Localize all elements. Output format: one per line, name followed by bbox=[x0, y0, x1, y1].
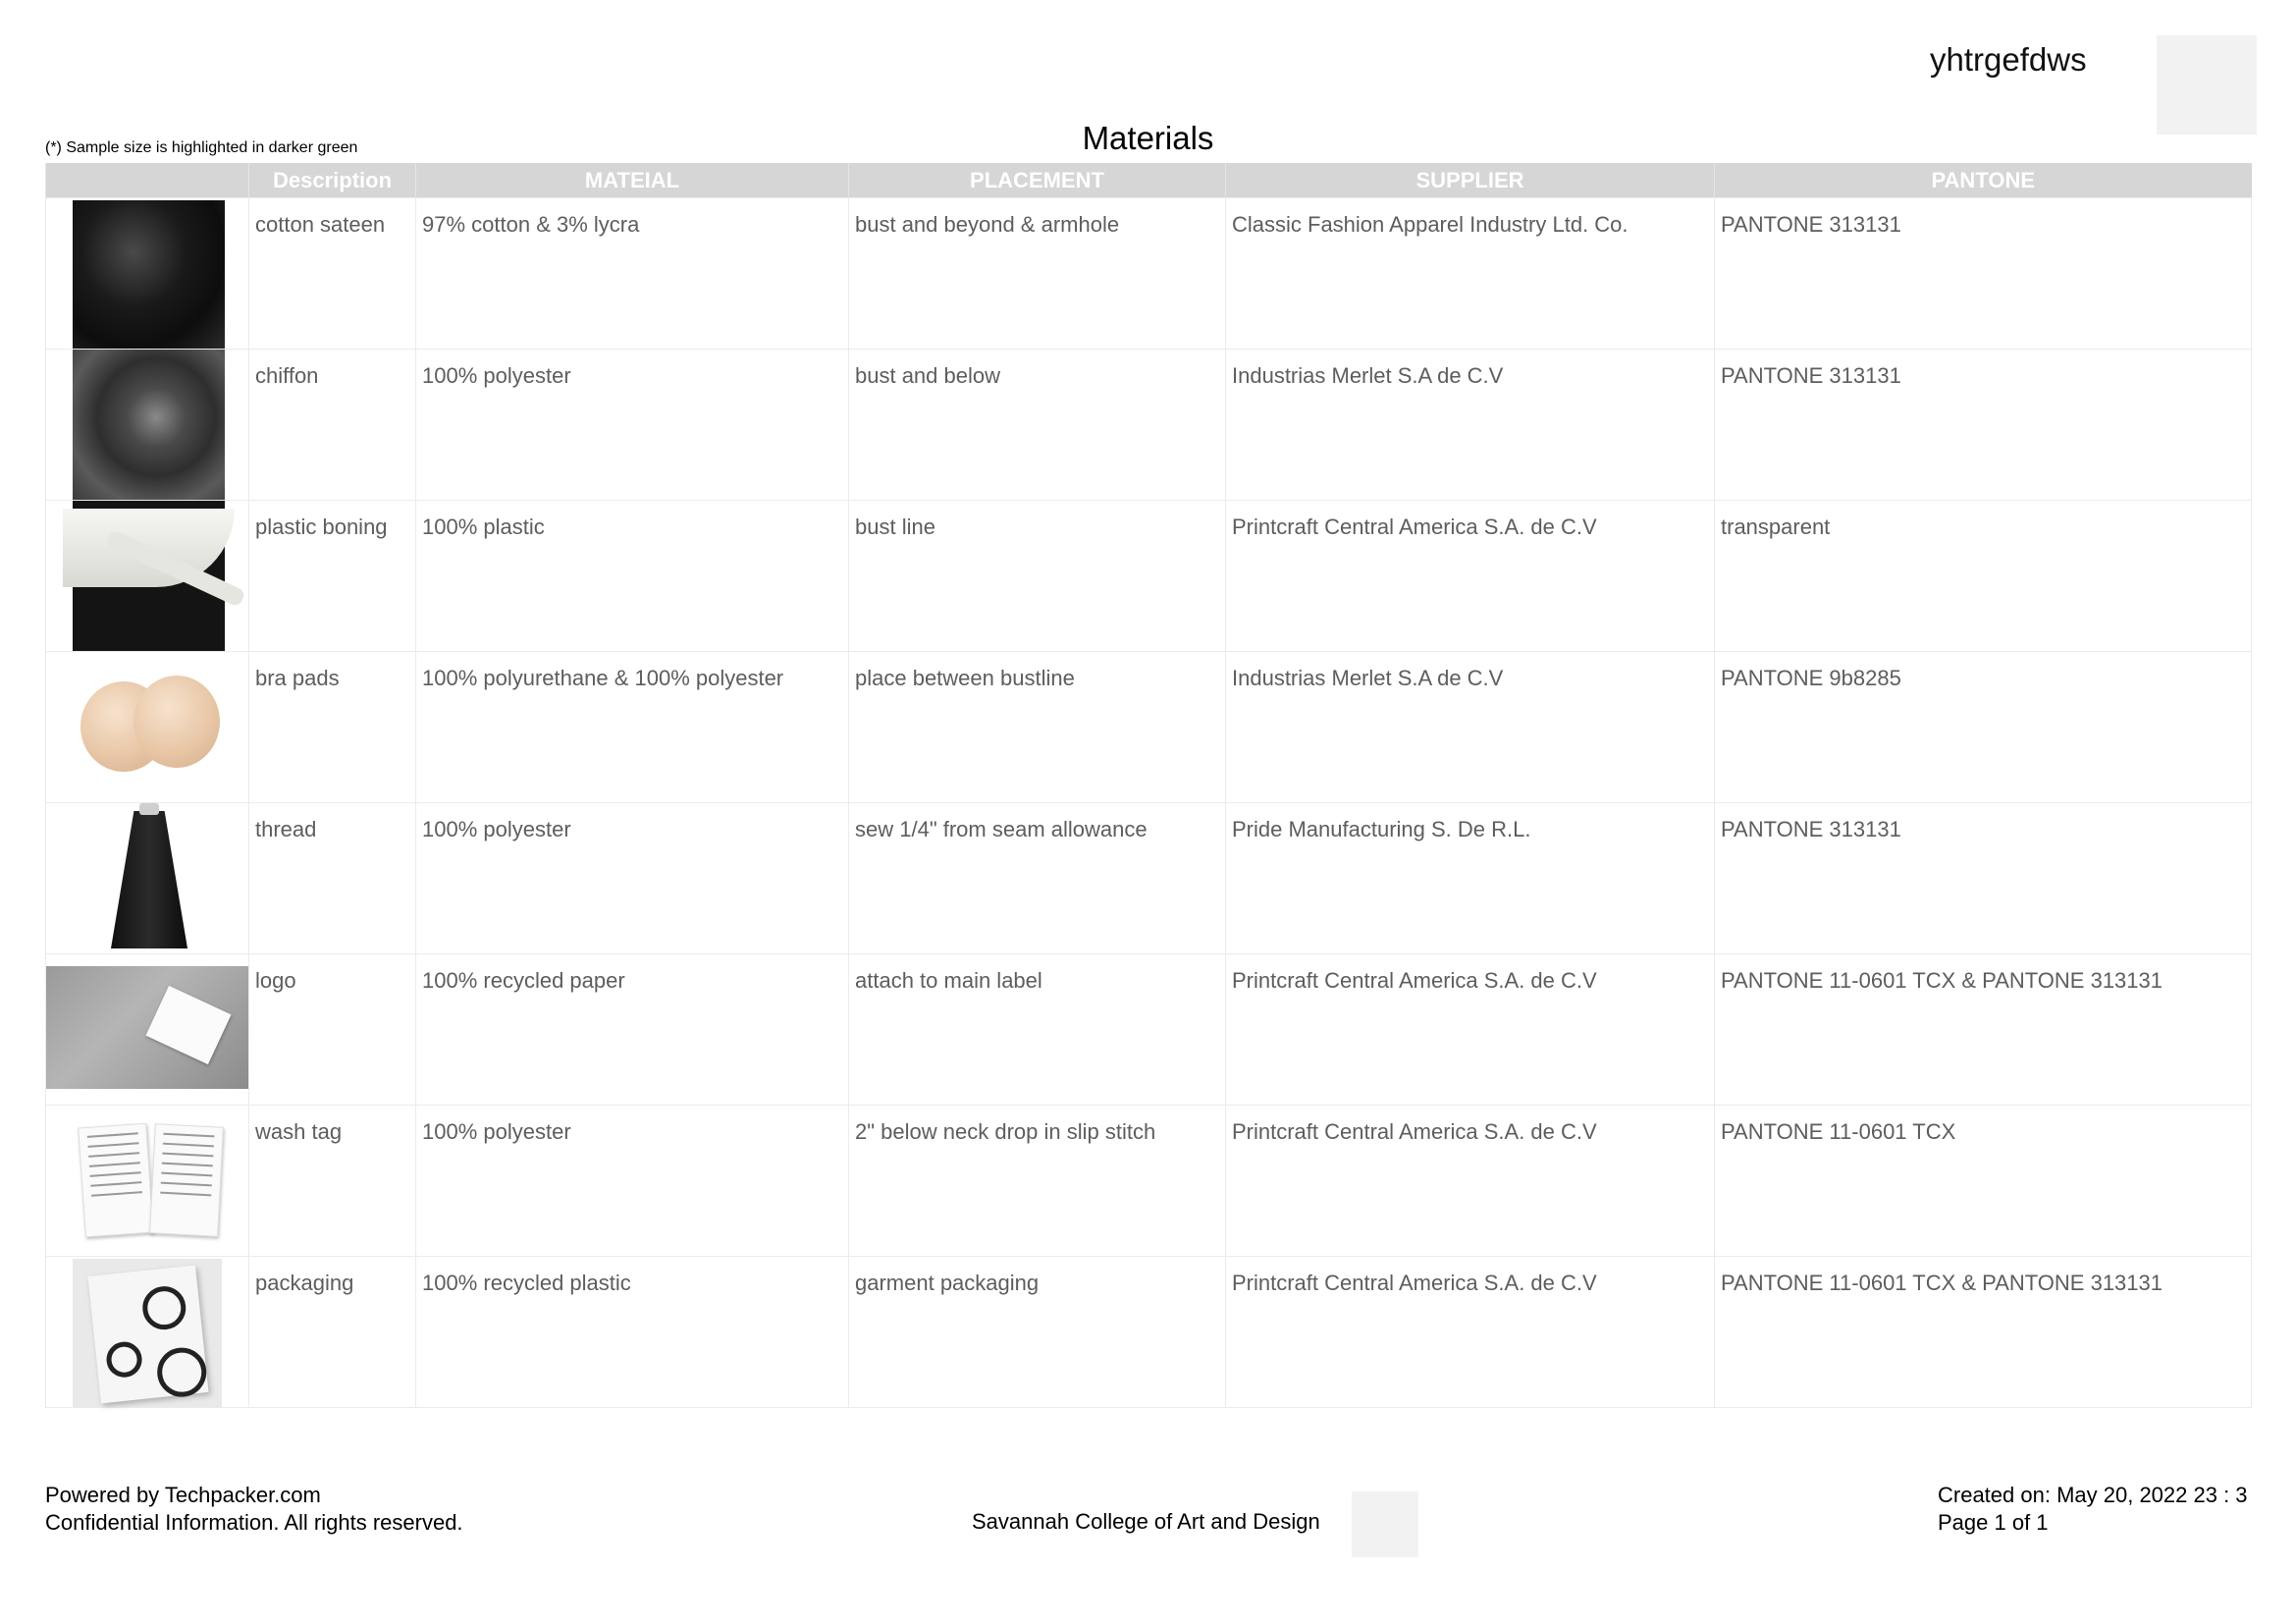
column-header-placement: PLACEMENT bbox=[849, 163, 1226, 198]
supplier-cell: Printcraft Central America S.A. de C.V bbox=[1232, 514, 1597, 539]
supplier-cell: Printcraft Central America S.A. de C.V bbox=[1232, 1271, 1597, 1295]
column-header-description: Description bbox=[249, 163, 416, 198]
footer-left bbox=[45, 1482, 463, 1537]
placement-cell: bust and below bbox=[855, 363, 1000, 388]
institution-name: Savannah College of Art and Design bbox=[972, 1509, 1320, 1534]
placement-cell: place between bustline bbox=[855, 666, 1075, 690]
supplier-cell: Industrias Merlet S.A de C.V bbox=[1232, 666, 1504, 690]
description-cell: wash tag bbox=[255, 1119, 343, 1144]
pantone-cell: PANTONE 313131 bbox=[1721, 212, 1901, 237]
pantone-cell: PANTONE 11-0601 TCX & PANTONE 313131 bbox=[1721, 968, 2163, 993]
column-header-pantone: PANTONE bbox=[1715, 163, 2252, 198]
sample-size-note: (*) Sample size is highlighted in darker green bbox=[45, 139, 358, 156]
placement-cell: bust and beyond & armhole bbox=[855, 212, 1120, 237]
materials-table bbox=[45, 163, 2252, 1408]
powered-by-text: Powered by Techpacker.com bbox=[45, 1483, 321, 1507]
pantone-cell: PANTONE 11-0601 TCX & PANTONE 313131 bbox=[1721, 1271, 2163, 1295]
institution-logo-placeholder bbox=[1352, 1491, 1418, 1557]
material-image-cell bbox=[46, 501, 249, 652]
hang-tag-image bbox=[46, 966, 248, 1089]
table-row bbox=[46, 198, 2252, 350]
material-cell: 100% polyester bbox=[422, 1119, 571, 1144]
description-cell: plastic boning bbox=[255, 514, 388, 539]
description-cell: logo bbox=[255, 968, 296, 993]
created-on-text: Created on: May 20, 2022 23 : 3 bbox=[1938, 1483, 2248, 1507]
material-cell: 100% polyester bbox=[422, 817, 571, 841]
supplier-cell: Industrias Merlet S.A de C.V bbox=[1232, 363, 1504, 388]
table-row bbox=[46, 652, 2252, 803]
placement-cell: bust line bbox=[855, 514, 935, 539]
material-cell: 100% plastic bbox=[422, 514, 545, 539]
material-image-cell bbox=[46, 803, 249, 954]
description-cell: packaging bbox=[255, 1271, 354, 1295]
black-satin-fabric-image bbox=[73, 200, 225, 349]
placement-cell: 2" below neck drop in slip stitch bbox=[855, 1119, 1156, 1144]
black-chiffon-fabric-image bbox=[73, 350, 225, 500]
table-row bbox=[46, 954, 2252, 1106]
pantone-cell: PANTONE 9b8285 bbox=[1721, 666, 1901, 690]
material-image-cell bbox=[46, 954, 249, 1106]
pantone-cell: transparent bbox=[1721, 514, 1831, 539]
description-cell: chiffon bbox=[255, 363, 319, 388]
material-cell: 100% recycled plastic bbox=[422, 1271, 631, 1295]
page-title: Materials bbox=[1082, 120, 1214, 156]
table-row bbox=[46, 350, 2252, 501]
description-cell: bra pads bbox=[255, 666, 340, 690]
supplier-cell: Pride Manufacturing S. De R.L. bbox=[1232, 817, 1531, 841]
material-cell: 100% recycled paper bbox=[422, 968, 625, 993]
column-header-image bbox=[46, 163, 249, 198]
pantone-cell: PANTONE 11-0601 TCX bbox=[1721, 1119, 1956, 1144]
material-cell: 97% cotton & 3% lycra bbox=[422, 212, 640, 237]
table-row bbox=[46, 501, 2252, 652]
description-cell: cotton sateen bbox=[255, 212, 386, 237]
material-image-cell bbox=[46, 198, 249, 350]
wash-care-labels-image bbox=[74, 1115, 221, 1243]
placement-cell: sew 1/4" from seam allowance bbox=[855, 817, 1148, 841]
supplier-cell: Printcraft Central America S.A. de C.V bbox=[1232, 968, 1597, 993]
table-row bbox=[46, 1257, 2252, 1408]
supplier-cell: Classic Fashion Apparel Industry Ltd. Co. bbox=[1232, 212, 1629, 237]
pantone-cell: PANTONE 313131 bbox=[1721, 363, 1901, 388]
placement-cell: garment packaging bbox=[855, 1271, 1040, 1295]
supplier-cell: Printcraft Central America S.A. de C.V bbox=[1232, 1119, 1597, 1144]
material-image-cell bbox=[46, 1257, 249, 1408]
poly-mailer-bag-image bbox=[73, 1259, 222, 1407]
table-row bbox=[46, 1106, 2252, 1257]
column-header-supplier: SUPPLIER bbox=[1226, 163, 1715, 198]
brand-name: yhtrgefdws bbox=[1930, 41, 2087, 78]
material-image-cell bbox=[46, 1106, 249, 1257]
pantone-cell: PANTONE 313131 bbox=[1721, 817, 1901, 841]
material-image-cell bbox=[46, 652, 249, 803]
page-number: Page 1 of 1 bbox=[1938, 1510, 2049, 1535]
footer-right bbox=[1938, 1482, 2248, 1537]
material-cell: 100% polyurethane & 100% polyester bbox=[422, 666, 784, 690]
material-cell: 100% polyester bbox=[422, 363, 571, 388]
thread-cone-image bbox=[105, 803, 193, 953]
confidential-text: Confidential Information. All rights reserved. bbox=[45, 1510, 463, 1535]
bra-pads-image bbox=[73, 662, 225, 789]
column-header-material: MATEIAL bbox=[416, 163, 849, 198]
placement-cell: attach to main label bbox=[855, 968, 1042, 993]
plastic-boning-roll-image bbox=[73, 501, 225, 651]
material-image-cell bbox=[46, 350, 249, 501]
description-cell: thread bbox=[255, 817, 317, 841]
table-row bbox=[46, 803, 2252, 954]
table-header-row bbox=[46, 163, 2252, 198]
